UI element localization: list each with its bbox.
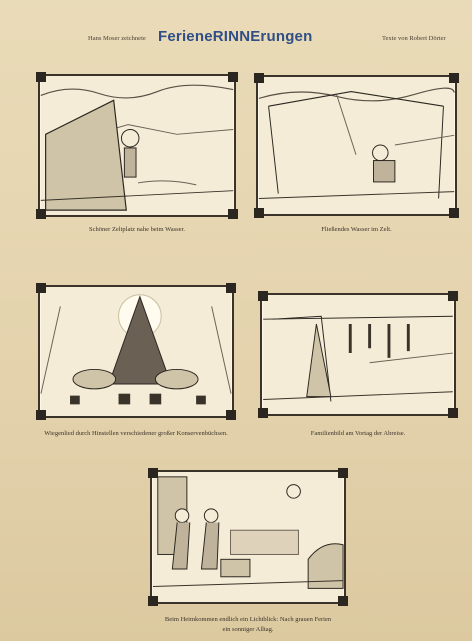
photo-corner bbox=[226, 283, 236, 293]
caption-5-line-2: ein sonniger Alltag. bbox=[222, 626, 274, 633]
photo-corner bbox=[226, 410, 236, 420]
cartoon-panel-2 bbox=[256, 75, 457, 216]
artist-credit: Hans Moser zeichnete bbox=[88, 35, 146, 42]
photo-corner bbox=[254, 73, 264, 83]
page-title: FerieneRINNErungen bbox=[158, 28, 313, 45]
photo-corner bbox=[148, 468, 158, 478]
photo-corner bbox=[36, 410, 46, 420]
caption-5-line-1: Beim Heimkommen endlich ein Lichtblick: Nach grauen Ferien bbox=[164, 616, 332, 623]
photo-corner bbox=[338, 596, 348, 606]
photo-corner bbox=[36, 209, 46, 219]
cartoon-panel-3 bbox=[38, 285, 234, 418]
photo-corner bbox=[448, 291, 458, 301]
photo-corner bbox=[449, 208, 459, 218]
photo-corner bbox=[36, 283, 46, 293]
lullaby-tins-illustration bbox=[40, 287, 232, 416]
photo-corner bbox=[258, 291, 268, 301]
photo-corner bbox=[36, 72, 46, 82]
photo-corner bbox=[228, 209, 238, 219]
cartoon-panel-1 bbox=[38, 74, 236, 217]
tent-by-water-illustration bbox=[40, 76, 234, 215]
photo-corner bbox=[148, 596, 158, 606]
text-credit: Texte von Robert Dörter bbox=[382, 35, 446, 42]
photo-corner bbox=[448, 408, 458, 418]
caption-2: Fließendes Wasser im Zelt. bbox=[321, 226, 392, 233]
rain-in-tent-illustration bbox=[258, 77, 455, 214]
caption-3: Wiegenlied durch Hinstellen verschiedener großer Konservenbüchsen. bbox=[44, 430, 228, 437]
homecoming-illustration bbox=[152, 472, 344, 602]
caption-4: Familienbild am Vortag der Abreise. bbox=[310, 430, 406, 437]
photo-corner bbox=[258, 408, 268, 418]
cartoon-panel-4 bbox=[260, 293, 456, 416]
photo-corner bbox=[228, 72, 238, 82]
photo-corner bbox=[254, 208, 264, 218]
photo-corner bbox=[449, 73, 459, 83]
cartoon-panel-5 bbox=[150, 470, 346, 604]
caption-1: Schöner Zeltplatz nahe beim Wasser. bbox=[89, 226, 185, 233]
photo-corner bbox=[338, 468, 348, 478]
family-portrait-illustration bbox=[262, 295, 454, 414]
